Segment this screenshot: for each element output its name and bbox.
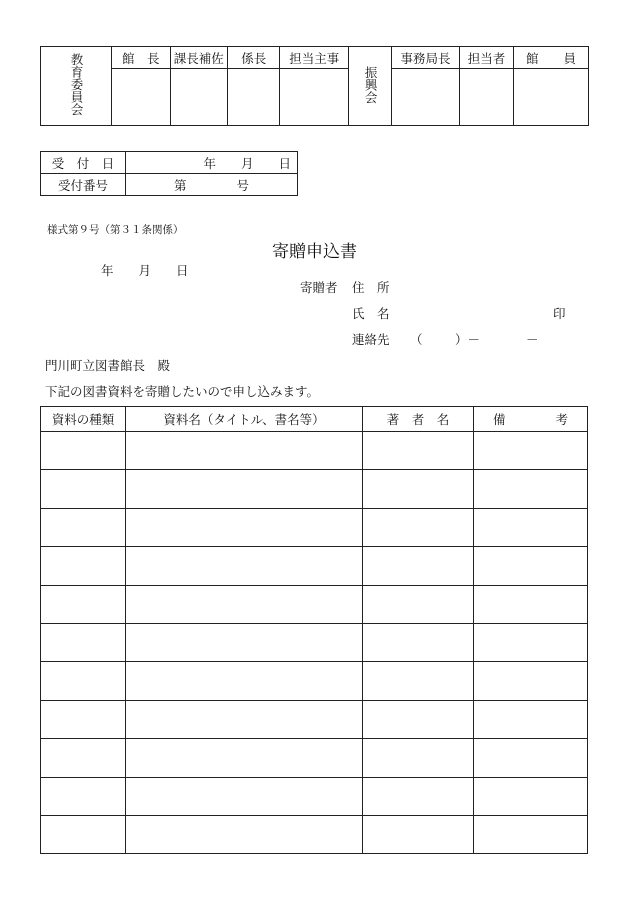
cell-title[interactable] xyxy=(126,700,363,738)
cell-author[interactable] xyxy=(363,470,474,508)
stamp-box[interactable] xyxy=(170,69,228,126)
cell-title[interactable] xyxy=(126,623,363,661)
cell-type[interactable] xyxy=(41,432,126,470)
cell-title[interactable] xyxy=(126,508,363,546)
stamp-col-director: 館 長 xyxy=(112,47,171,69)
table-row xyxy=(41,777,588,815)
cell-type[interactable] xyxy=(41,508,126,546)
cell-type[interactable] xyxy=(41,470,126,508)
stamp-box[interactable] xyxy=(514,69,589,126)
name-label: 氏 名 xyxy=(352,306,390,321)
stamp-box[interactable] xyxy=(392,69,460,126)
stamp-box[interactable] xyxy=(280,69,349,126)
approval-stamp-table xyxy=(40,46,589,126)
table-row xyxy=(41,623,588,661)
cell-author[interactable] xyxy=(363,585,474,623)
contact-paren-close: ）－ xyxy=(455,332,481,347)
col-header-author: 著 者 名 xyxy=(363,407,474,432)
cell-remarks[interactable] xyxy=(474,547,588,585)
address-field[interactable] xyxy=(400,276,580,294)
cell-remarks[interactable] xyxy=(474,777,588,815)
reception-number-label: 受付番号 xyxy=(41,174,126,196)
table-row xyxy=(41,815,588,853)
col-header-type: 資料の種類 xyxy=(41,407,126,432)
table-row xyxy=(41,547,588,585)
cell-remarks[interactable] xyxy=(474,623,588,661)
cell-remarks[interactable] xyxy=(474,662,588,700)
table-row xyxy=(41,432,588,470)
table-row xyxy=(41,585,588,623)
cell-author[interactable] xyxy=(363,777,474,815)
cell-author[interactable] xyxy=(363,623,474,661)
cell-title[interactable] xyxy=(126,432,363,470)
stamp-col-officer: 担当主事 xyxy=(280,47,349,69)
address-label: 住 所 xyxy=(352,280,390,295)
stamp-box[interactable] xyxy=(459,69,513,126)
cell-remarks[interactable] xyxy=(474,470,588,508)
col-header-title: 資料名（タイトル、書名等） xyxy=(126,407,363,432)
form-id: 様式第９号（第３１条関係） xyxy=(47,224,184,236)
table-row xyxy=(41,700,588,738)
name-field[interactable] xyxy=(400,302,540,320)
board-of-education-label xyxy=(41,47,112,126)
cell-author[interactable] xyxy=(363,547,474,585)
cell-remarks[interactable] xyxy=(474,585,588,623)
cell-type[interactable] xyxy=(41,585,126,623)
cell-type[interactable] xyxy=(41,662,126,700)
stamp-box[interactable] xyxy=(228,69,280,126)
contact-field[interactable] xyxy=(420,328,550,346)
cell-title[interactable] xyxy=(126,739,363,777)
stamp-col-assistant-chief: 課長補佐 xyxy=(170,47,228,69)
table-row xyxy=(41,470,588,508)
recipient: 門川町立図書館長 殿 xyxy=(45,358,171,373)
contact-label: 連絡先 xyxy=(352,332,390,347)
cell-type[interactable] xyxy=(41,547,126,585)
stamp-box[interactable] xyxy=(112,69,171,126)
stamp-col-staff: 館 員 xyxy=(514,47,589,69)
page-title: 寄贈申込書 xyxy=(272,242,357,262)
seal-mark: 印 xyxy=(553,306,566,321)
reception-number-field[interactable]: 第 号 xyxy=(126,174,298,196)
cell-remarks[interactable] xyxy=(474,432,588,470)
cell-type[interactable] xyxy=(41,777,126,815)
stamp-col-chief: 係長 xyxy=(228,47,280,69)
stamp-col-person-in-charge: 担当者 xyxy=(459,47,513,69)
board-label-text: 教育委員会 xyxy=(69,53,84,116)
items-table xyxy=(40,406,588,854)
table-row xyxy=(41,739,588,777)
reception-table xyxy=(40,151,298,196)
contact-paren-open: （ xyxy=(410,332,423,347)
stamp-col-secretary-general: 事務局長 xyxy=(392,47,460,69)
intro-text: 下記の図書資料を寄贈したいので申し込みます。 xyxy=(45,384,320,399)
application-date: 年 月 日 xyxy=(101,263,189,278)
cell-author[interactable] xyxy=(363,815,474,853)
col-header-remarks: 備 考 xyxy=(474,407,588,432)
cell-author[interactable] xyxy=(363,700,474,738)
cell-title[interactable] xyxy=(126,777,363,815)
table-row xyxy=(41,508,588,546)
cell-type[interactable] xyxy=(41,623,126,661)
cell-title[interactable] xyxy=(126,547,363,585)
cell-author[interactable] xyxy=(363,739,474,777)
cell-title[interactable] xyxy=(126,470,363,508)
cell-author[interactable] xyxy=(363,662,474,700)
cell-remarks[interactable] xyxy=(474,700,588,738)
promotion-label-text: 振興会 xyxy=(363,65,379,104)
cell-title[interactable] xyxy=(126,815,363,853)
promotion-association-label xyxy=(349,47,392,126)
cell-type[interactable] xyxy=(41,739,126,777)
cell-remarks[interactable] xyxy=(474,508,588,546)
cell-author[interactable] xyxy=(363,508,474,546)
cell-title[interactable] xyxy=(126,662,363,700)
cell-author[interactable] xyxy=(363,432,474,470)
cell-type[interactable] xyxy=(41,815,126,853)
cell-remarks[interactable] xyxy=(474,739,588,777)
table-row xyxy=(41,662,588,700)
reception-date-label: 受 付 日 xyxy=(41,152,126,174)
cell-title[interactable] xyxy=(126,585,363,623)
cell-remarks[interactable] xyxy=(474,815,588,853)
reception-date-field[interactable]: 年 月 日 xyxy=(126,152,298,174)
donor-label: 寄贈者 xyxy=(300,280,338,295)
cell-type[interactable] xyxy=(41,700,126,738)
contact-dash: － xyxy=(526,332,539,347)
